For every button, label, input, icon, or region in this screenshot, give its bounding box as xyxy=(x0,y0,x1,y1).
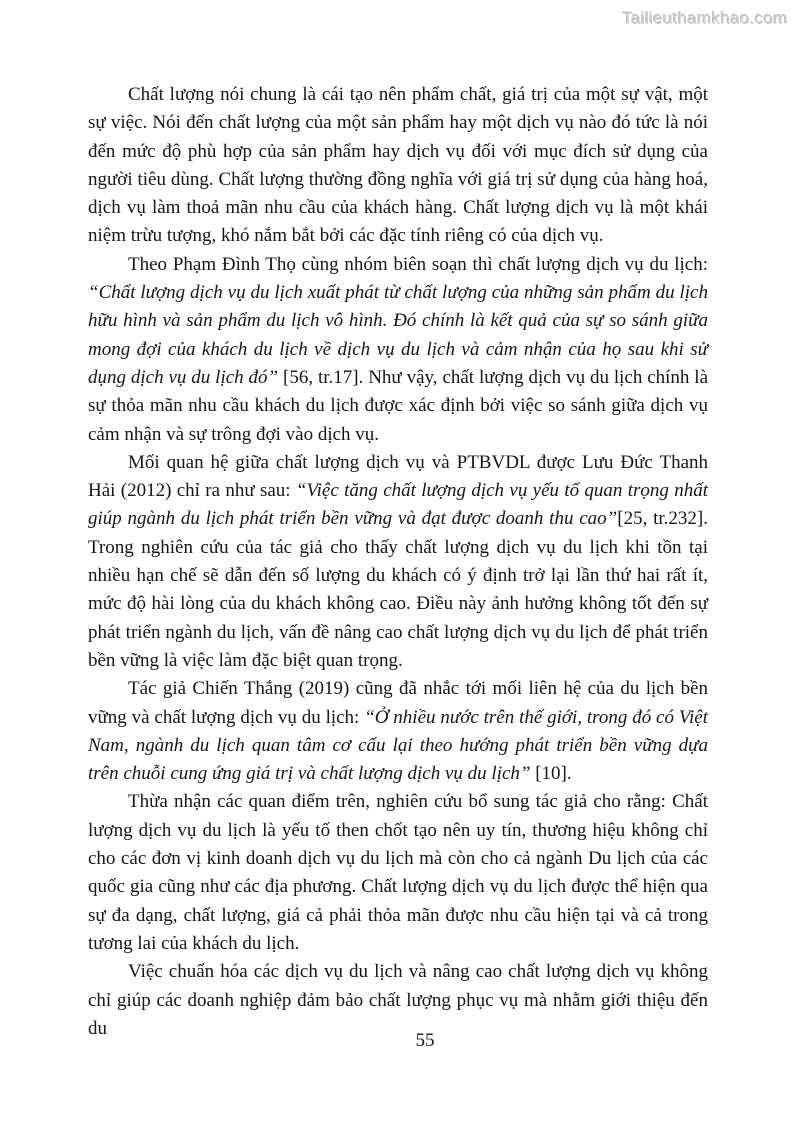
body-text: [10]. xyxy=(530,763,572,785)
paragraph xyxy=(88,675,708,788)
body-text: Thừa nhận các quan điểm trên, nghiên cứu bổ sung tác giả cho rằng: Chất lượng dịch vụ du lịch là yếu tố then chốt tạo nên uy tín, thương hiệu không chỉ cho các đơn vị kinh doanh dịch vụ du lịch mà còn cho cả ngành Du lịch của các quốc gia cũng như các địa phương. Chất lượng dịch vụ du lịch được thể hiện qua sự đa dạng, chất lượng, giá cả phải thỏa mãn được nhu cầu hiện tại và cả trong tương lai của khách du lịch. xyxy=(88,791,708,954)
body-text: Mối quan hệ giữa chất lượng dịch vụ và PTBVDL được Lưu Đức Thanh Hải (2012) chỉ ra như sau: xyxy=(88,451,708,502)
body-text: Việc chuẩn hóa các dịch vụ du lịch và nâng cao chất lượng dịch vụ không chỉ giúp các doanh nghiệp đảm bảo chất lượng phục vụ mà nhằm giới thiệu đến du xyxy=(88,961,708,1039)
page-body xyxy=(88,81,708,1043)
watermark: Tailieuthamkhao.com xyxy=(622,9,788,28)
body-text: Theo Phạm Đình Thọ cùng nhóm biên soạn thì chất lượng dịch vụ du lịch: xyxy=(128,253,708,275)
body-text: Tác giả Chiến Thắng (2019) cũng đã nhắc tới mối liên hệ của du lịch bền vững và chất lượng dịch vụ du lịch: xyxy=(88,678,708,728)
body-text: [25, tr.232]. Trong nghiên cứu của tác giả cho thấy chất lượng dịch vụ du lịch khi tồn tại nhiều hạn chế sẽ dẫn đến số lượng du khách có ý định trở lại lần thứ hai rất ít, mức độ hài lòng của du khách không cao. Điều này ảnh hưởng không tốt đến sự phát triển ngành du lịch, vấn đề nâng cao chất lượng dịch vụ du lịch để phát triển bền vững là việc làm đặc biệt quan trọng. xyxy=(88,508,708,671)
body-text: Chất lượng nói chung là cái tạo nên phẩm chất, giá trị của một sự vật, một sự việc. Nói đến chất lượng của một sản phẩm hay một dịch vụ nào đó tức là nói đến mức độ phù hợp của sản phẩm hay dịch vụ đối với mục đích sử dụng của người tiêu dùng. Chất lượng thường đồng nghĩa với giá trị sử dụng của hàng hoá, dịch vụ làm thoả mãn nhu cầu của khách hàng. Chất lượng dịch vụ là một khái niệm trừu tượng, khó nắm bắt bởi các đặc tính riêng có của dịch vụ. xyxy=(88,84,708,247)
quoted-text: “Chất lượng dịch vụ du lịch xuất phát từ chất lượng của những sản phẩm du lịch hữu hình và sản phẩm du lịch vô hình. Đó chính là kết quả của sự so sánh giữa mong đợi của khách du lịch về dịch vụ du lịch và cảm nhận của họ sau khi sử dụng dịch vụ du lịch đó” xyxy=(88,282,708,388)
body-text: [56, tr.17]. Như vậy, chất lượng dịch vụ du lịch chính là sự thỏa mãn nhu cầu khách du lịch được xác định bởi việc so sánh giữa dịch vụ cảm nhận và sự trông đợi vào dịch vụ. xyxy=(88,366,709,445)
quoted-text: “Ở nhiều nước trên thế giới, trong đó có Việt Nam, ngành du lịch quan tâm cơ cấu lại theo hướng phát triển bền vững dựa trên chuỗi cung ứng giá trị và chất lượng dịch vụ du lịch” xyxy=(88,706,709,785)
paragraph xyxy=(88,81,708,251)
page-number: 55 xyxy=(415,1030,435,1051)
paragraph xyxy=(88,788,708,958)
paragraph xyxy=(88,251,708,449)
quoted-text: “Việc tăng chất lượng dịch vụ yếu tố quan trọng nhất giúp ngành du lịch phát triển bền vững và đạt được doanh thu cao” xyxy=(88,480,709,530)
paragraph xyxy=(88,449,708,675)
